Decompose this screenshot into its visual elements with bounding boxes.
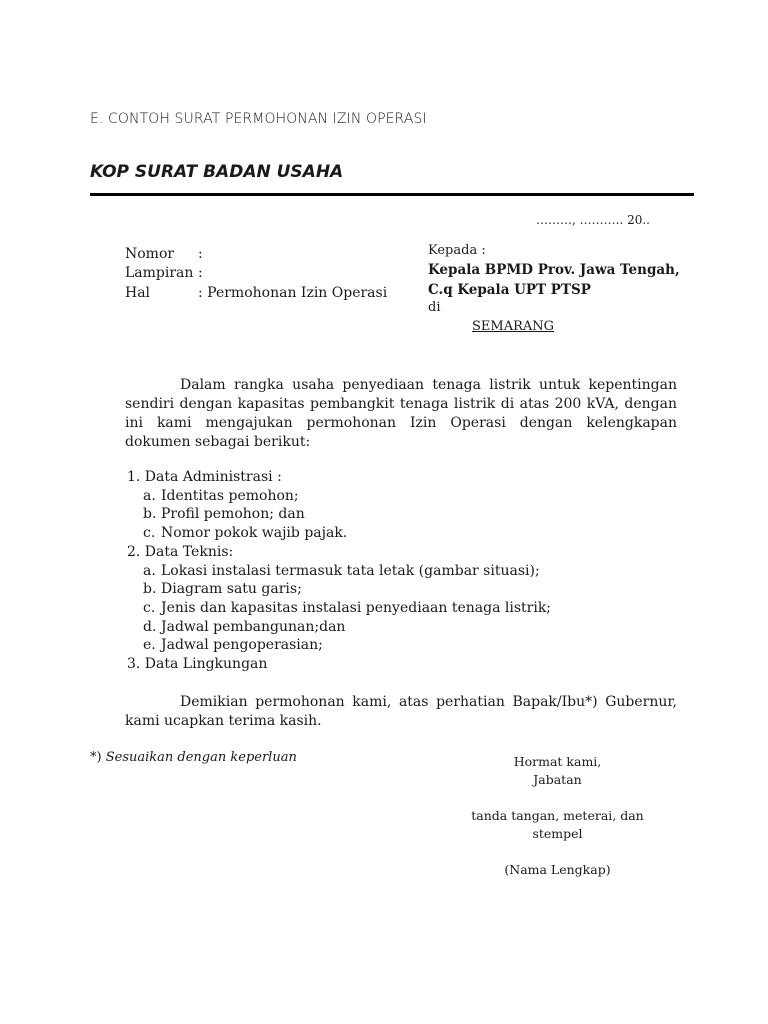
letterhead-rule [90, 193, 694, 196]
list-item: a. Lokasi instalasi termasuk tata letak (gambar situasi); [143, 562, 540, 579]
signature-greeting: Hormat kami, [513, 754, 602, 769]
list-item: a. Identitas pemohon; [143, 487, 299, 504]
meta-hal-label: Hal [125, 285, 151, 301]
list-item: c. Nomor pokok wajib pajak. [143, 525, 348, 542]
recipient-di: di [428, 300, 441, 315]
date-line: ………, ……….. 20.. [536, 213, 650, 227]
document-list [127, 468, 551, 674]
signature-name: (Nama Lengkap) [504, 862, 611, 877]
signature-sign-line1: tanda tangan, meterai, dan [471, 808, 644, 823]
signature-position: Jabatan [533, 772, 582, 787]
section-title: E. CONTOH SURAT PERMOHONAN IZIN OPERASI [90, 111, 427, 127]
list-teknis-title: 2. Data Teknis: [127, 543, 234, 560]
closing-text: Demikian permohonan kami, atas perhatian Bapak/Ibu*) Gubernur, kami ucapkan terima kasih. [125, 694, 677, 729]
list-item: b. Profil pemohon; dan [143, 506, 305, 523]
list-item: c. Jenis dan kapasitas instalasi penyediaan tenaga listrik; [143, 599, 552, 616]
meta-lampiran-label: Lampiran [125, 265, 194, 281]
letterhead-title: KOP SURAT BADAN USAHA [90, 162, 344, 182]
meta-hal [125, 285, 387, 301]
recipient-line2: C.q Kepala UPT PTSP [428, 282, 591, 298]
meta-hal-value: : Permohonan Izin Operasi [198, 285, 388, 301]
recipient-city: SEMARANG [472, 319, 555, 334]
intro-text: Dalam rangka usaha penyediaan tenaga listrik untuk kepentingan sendiri dengan kapasitas pembangkit tenaga listrik di atas 200 kVA, dengan ini kami mengajukan permohonan Izin Operasi dengan kelengkapan dokumen sebagai berikut: [125, 377, 677, 450]
list-admin-title: 1. Data Administrasi : [127, 469, 282, 485]
footnote-text: Sesuaikan dengan keperluan [105, 750, 297, 765]
list-item: d. Jadwal pembangunan;dan [143, 618, 346, 635]
closing-paragraph [125, 693, 677, 731]
intro-paragraph [125, 376, 677, 452]
list-item: e. Jadwal pengoperasian; [143, 637, 323, 654]
meta-lampiran-value: : [198, 265, 203, 281]
footnote-mark: *) [90, 750, 102, 765]
footnote [90, 750, 297, 765]
meta-nomor [125, 246, 203, 262]
recipient-line1: Kepala BPMD Prov. Jawa Tengah, [428, 262, 680, 278]
meta-nomor-value: : [198, 246, 203, 262]
recipient-kepada: Kepada : [428, 243, 486, 258]
meta-nomor-label: Nomor [125, 246, 175, 262]
meta-lampiran [125, 265, 203, 281]
signature-sign-line2: stempel [532, 826, 583, 841]
list-lingkungan-title: 3. Data Lingkungan [127, 656, 268, 673]
list-item: b. Diagram satu garis; [143, 581, 302, 598]
